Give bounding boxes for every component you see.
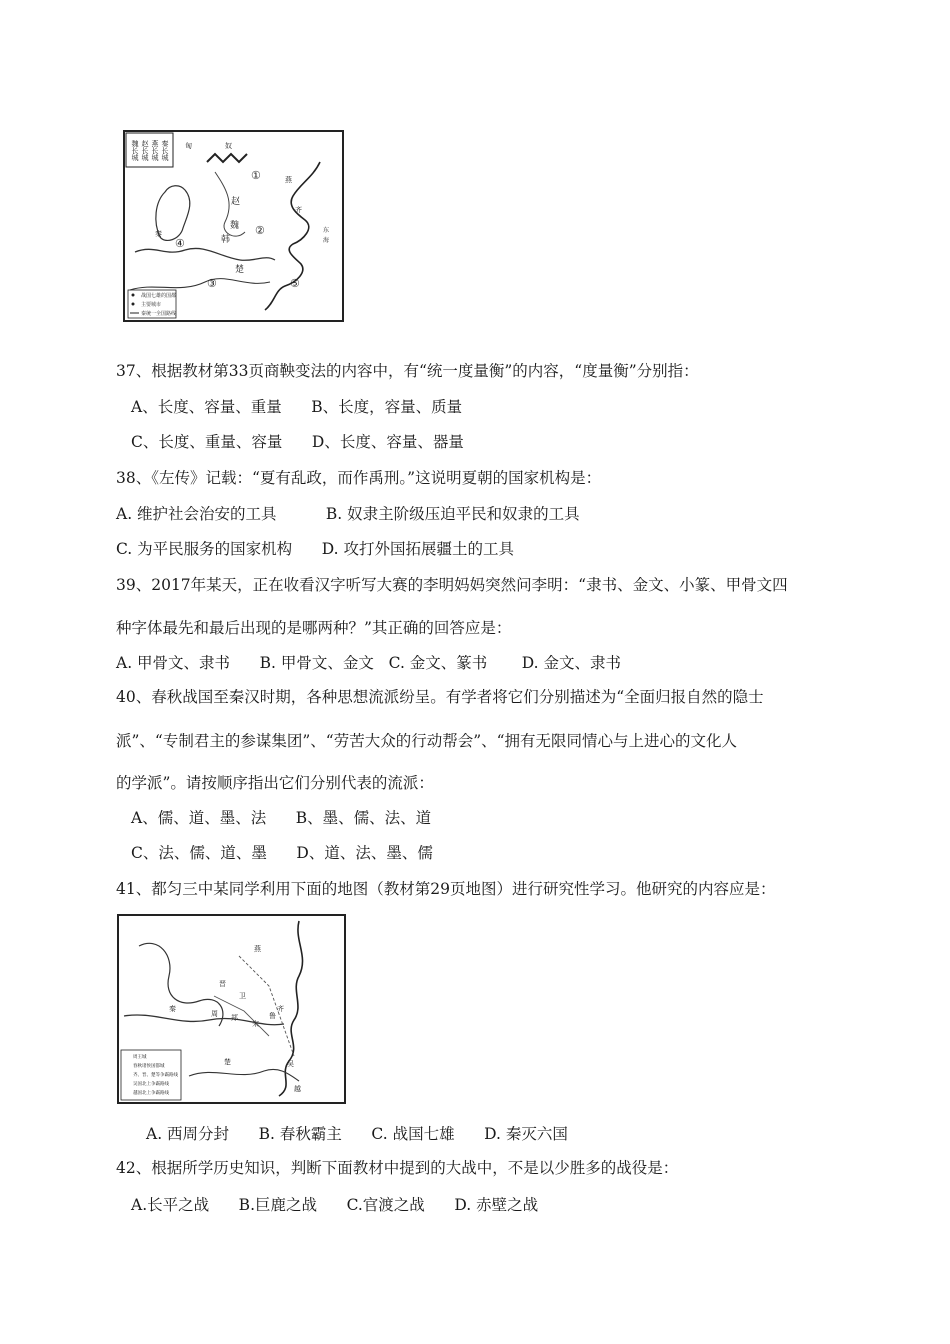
map2-label-wei: 卫 <box>239 992 246 1000</box>
map-1-drawing <box>125 132 342 320</box>
map2-legend-5: 越国北上争霸路线 <box>133 1091 169 1096</box>
map2-legend-2: 春秋诸侯国都城 <box>133 1064 165 1069</box>
q37-stem: 37、根据教材第33页商鞅变法的内容中，有“统一度量衡”的内容，“度量衡”分别指： <box>116 362 699 380</box>
map1-label-zhao: 赵 <box>231 197 241 207</box>
map1-title-1: 秦长城 <box>161 140 169 161</box>
map1-title-2: 燕长城 <box>151 140 159 161</box>
map2-legend-4: 吴国北上争霸路线 <box>133 1082 169 1087</box>
map1-marker-2: ② <box>255 224 265 237</box>
q40-stem-line-3: 的学派”。请按顺序指出它们分别代表的流派： <box>116 774 434 792</box>
q39-options: A. 甲骨文、隶书 B. 甲骨文、金文 C. 金文、篆书 D. 金文、隶书 <box>116 654 622 672</box>
q40-stem-line-1: 40、春秋战国至秦汉时期，各种思想流派纷呈。有学者将它们分别描述为“全面归报自然的隐士 <box>116 688 764 706</box>
map2-label-jin: 晋 <box>219 980 226 988</box>
map2-label-zhou: 周 <box>211 1010 218 1018</box>
map2-label-yan: 燕 <box>254 945 261 953</box>
map2-legend-3: 齐、晋、楚等争霸路线 <box>133 1073 178 1078</box>
q41-stem: 41、都匀三中某同学利用下面的地图（教材第29页地图）进行研究性学习。他研究的内容应是： <box>116 880 776 898</box>
map2-label-lu: 鲁 <box>269 1012 276 1020</box>
map2-label-qin: 秦 <box>169 1005 176 1013</box>
map2-label-yue: 越 <box>294 1085 301 1093</box>
map1-label-qi: 齐 <box>295 206 302 214</box>
map1-label-chu: 楚 <box>235 265 245 275</box>
map1-legend-2: 主要城市 <box>141 302 162 308</box>
map-2-drawing <box>119 916 344 1102</box>
map1-title-4: 魏长城 <box>131 140 139 161</box>
q39-stem-line-1: 39、2017年某天，正在收看汉字听写大赛的李明妈妈突然问李明：“隶书、金文、小篆、甲骨文四 <box>116 576 788 594</box>
map2-label-zheng: 郑 <box>231 1014 238 1022</box>
map1-label-yan: 燕 <box>285 176 292 184</box>
map2-label-chu: 楚 <box>224 1058 231 1066</box>
q39-stem-line-2: 种字体最先和最后出现的是哪两种？”其正确的回答应是： <box>116 619 512 637</box>
q37-options-ab: A、长度、容量、重量 B、长度，容量、质量 <box>131 398 463 416</box>
map1-label-xiong: 匈 <box>185 142 192 150</box>
q38-options-cd: C. 为平民服务的国家机构 D. 攻打外国拓展疆土的工具 <box>116 540 514 558</box>
map-warring-states <box>123 130 344 322</box>
q42-options: A.长平之战 B.巨鹿之战 C.官渡之战 D. 赤壁之战 <box>131 1196 539 1214</box>
map2-label-qi: 齐 <box>277 1005 284 1013</box>
map1-label-nu: 奴 <box>225 142 232 150</box>
q40-options-ab: A、儒、道、墨、法 B、墨、儒、法、道 <box>131 809 432 827</box>
q37-options-cd: C、长度、重量、容量 D、长度、容量、器量 <box>131 433 464 451</box>
map1-marker-3: ③ <box>207 277 217 290</box>
map-spring-autumn-hegemons <box>117 914 346 1104</box>
map1-label-qin: 秦 <box>155 230 162 238</box>
map1-legend-3: 秦统一全国路线 <box>141 311 177 317</box>
q38-stem: 38、《左传》记载：“夏有乱政，而作禹刑。”这说明夏朝的国家机构是： <box>116 469 602 487</box>
q42-stem: 42、根据所学历史知识，判断下面教材中提到的大战中，不是以少胜多的战役是： <box>116 1159 679 1177</box>
q40-stem-line-2: 派”、“专制君主的参谋集团”、“劳苦大众的行动帮会”、“拥有无限同情心与上进心的文化人 <box>116 732 738 750</box>
map2-label-wu: 吴 <box>287 1060 294 1068</box>
q38-options-ab: A. 维护社会治安的工具 B. 奴隶主阶级压迫平民和奴隶的工具 <box>116 505 580 523</box>
map1-marker-5: ⑤ <box>290 277 300 290</box>
map2-label-song: 宋 <box>252 1020 259 1028</box>
map1-label-han: 韩 <box>221 235 231 245</box>
q40-options-cd: C、法、儒、道、墨 D、道、法、墨、儒 <box>131 844 433 862</box>
map1-title-3: 赵长城 <box>141 140 149 161</box>
map1-label-wei: 魏 <box>230 221 240 231</box>
map1-label-dong: 东 <box>323 227 330 234</box>
q41-options: A. 西周分封 B. 春秋霸主 C. 战国七雄 D. 秦灭六国 <box>146 1125 568 1143</box>
map1-marker-4: ④ <box>175 237 185 250</box>
map2-legend-1: 周王城 <box>133 1055 147 1060</box>
map1-legend-1: 战国七雄的国都 <box>141 293 177 299</box>
map1-label-hai: 海 <box>323 237 330 244</box>
map1-marker-1: ① <box>251 169 261 182</box>
